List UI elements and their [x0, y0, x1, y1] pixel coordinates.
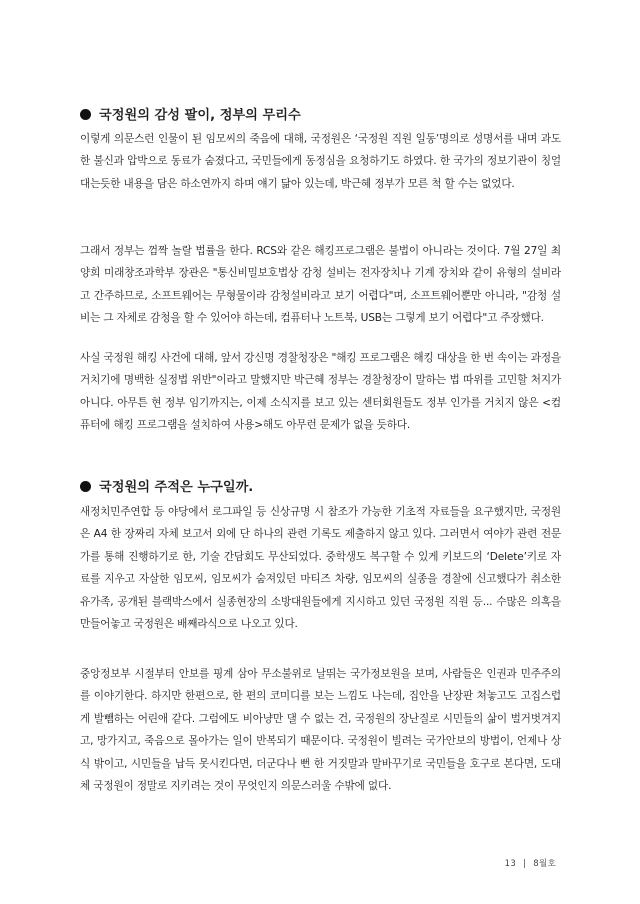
page-number: 13 — [504, 859, 517, 869]
bullet-icon — [80, 109, 91, 120]
section-heading-2 — [80, 478, 560, 498]
page-footer — [505, 857, 556, 869]
section-heading-1 — [80, 106, 560, 126]
section-heading-text: 국정원의 주적은 누구일까. — [99, 480, 254, 495]
footer-separator: | — [523, 859, 527, 869]
section-heading-text: 국정원의 감성 팔이, 정부의 무리수 — [99, 108, 301, 123]
bullet-icon — [80, 481, 91, 492]
issue-label: 8월호 — [533, 859, 556, 869]
paragraph-4: 새정치민주연합 등 야당에서 로그파일 등 신상규명 시 참조가 가능한 기초적 자료들을 요구했지만, 국정원은 A4 한 장짜리 자체 보고서 외에 단 하나의 관련 기록도 제출하지 않고 있다. 그러면서 여야가 관련 전문가를 통해 진행하기로 한, 기술 간담회도 무산되었다. 중학생도 복구할 수 있게 키보드의 ‘Delete’키로 자료를 지우고 자살한 임모씨, 임모씨가 숨져있던 마티즈 차량, 임모씨의 실종을 경찰에 신고했다가 취소한 유가족, 공개된 블랙박스에서 실종현장의 소방대원들에게 지시하고 있던 국정원 직원 등... 수많은 의혹을 만들어놓고 국정원은 배째라식으로 나오고 있다. — [80, 506, 561, 631]
paragraph-2: 그래서 정부는 껌짝 놀랄 법률을 한다. RCS와 같은 해킹프로그램은 불법이 아니라는 것이다. 7월 27일 최양희 미래창조과학부 장관은 "통신비밀보호법상 감청 설비는 전자장치나 기계 장치와 같이 유형의 설비라고 간주하므로, 소프트웨어는 무형물이라 감청설비라고 보기 어렵다"며, 소프트웨어뿐만 아니라, "감청 설비는 그 자체로 감청을 할 수 있어야 하는데, 컴퓨터나 노트북, USB는 그렇게 보기 어렵다"고 주장했다. — [80, 245, 561, 325]
paragraph-1: 이렇게 의문스런 인물이 된 임모씨의 죽음에 대해, 국정원은 ‘국정원 직원 일동’명의로 성명서를 내며 과도한 불신과 압박으로 동료가 숨졌다고, 국민들에게 동정심을 요청하기도 하였다. 한 국가의 정보기관이 칭얼대는듯한 내용을 담은 하소연까지 하며 얘기 닮아 있는데, 박근혜 정부가 모른 척 할 수는 없었다. — [80, 133, 561, 190]
paragraph-3: 사실 국정원 해킹 사건에 대해, 앞서 강신명 경찰청장은 "해킹 프로그램은 해킹 대상을 한 번 속이는 과정을 거치기에 명백한 실정법 위반"이라고 말했지만 박근혜 정부는 경찰청장이 말하는 법 따위를 고민할 처지가 아니다. 아무튼 현 정부 임기까지는, 이제 소식지를 보고 있는 센터회원들도 정부 인가를 거치지 않은 <컴퓨터에 해킹 프로그램을 설치하여 사용>해도 아무런 문제가 없을 듯하다. — [80, 352, 561, 432]
paragraph-5: 중앙정보부 시절부터 안보를 핑계 삼아 무소불위로 날뛰는 국가정보원을 보며, 사람들은 인권과 민주주의를 이야기한다. 하지만 한편으로, 한 편의 코미디를 보는 느낌도 나는데, 집안을 난장판 쳐놓고도 고집스럽게 발뺌하는 어린애 같다. 그럼에도 비아냥만 댈 수 없는 건, 국정원의 장난질로 시민들의 삶이 벌거벗겨지고, 망가지고, 죽음으로 몰아가는 일이 반복되기 때문이다. 국정원이 빌려는 국가안보의 방법이, 언제나 상식 밖이고, 시민들을 납득 못시킨다면, 더군다나 뻔 한 거짓말과 말바꾸기로 국민들을 호구로 본다면, 도대체 국정원이 정말로 지키려는 것이 무엇인지 의문스러울 수밖에 없다. — [80, 668, 561, 793]
